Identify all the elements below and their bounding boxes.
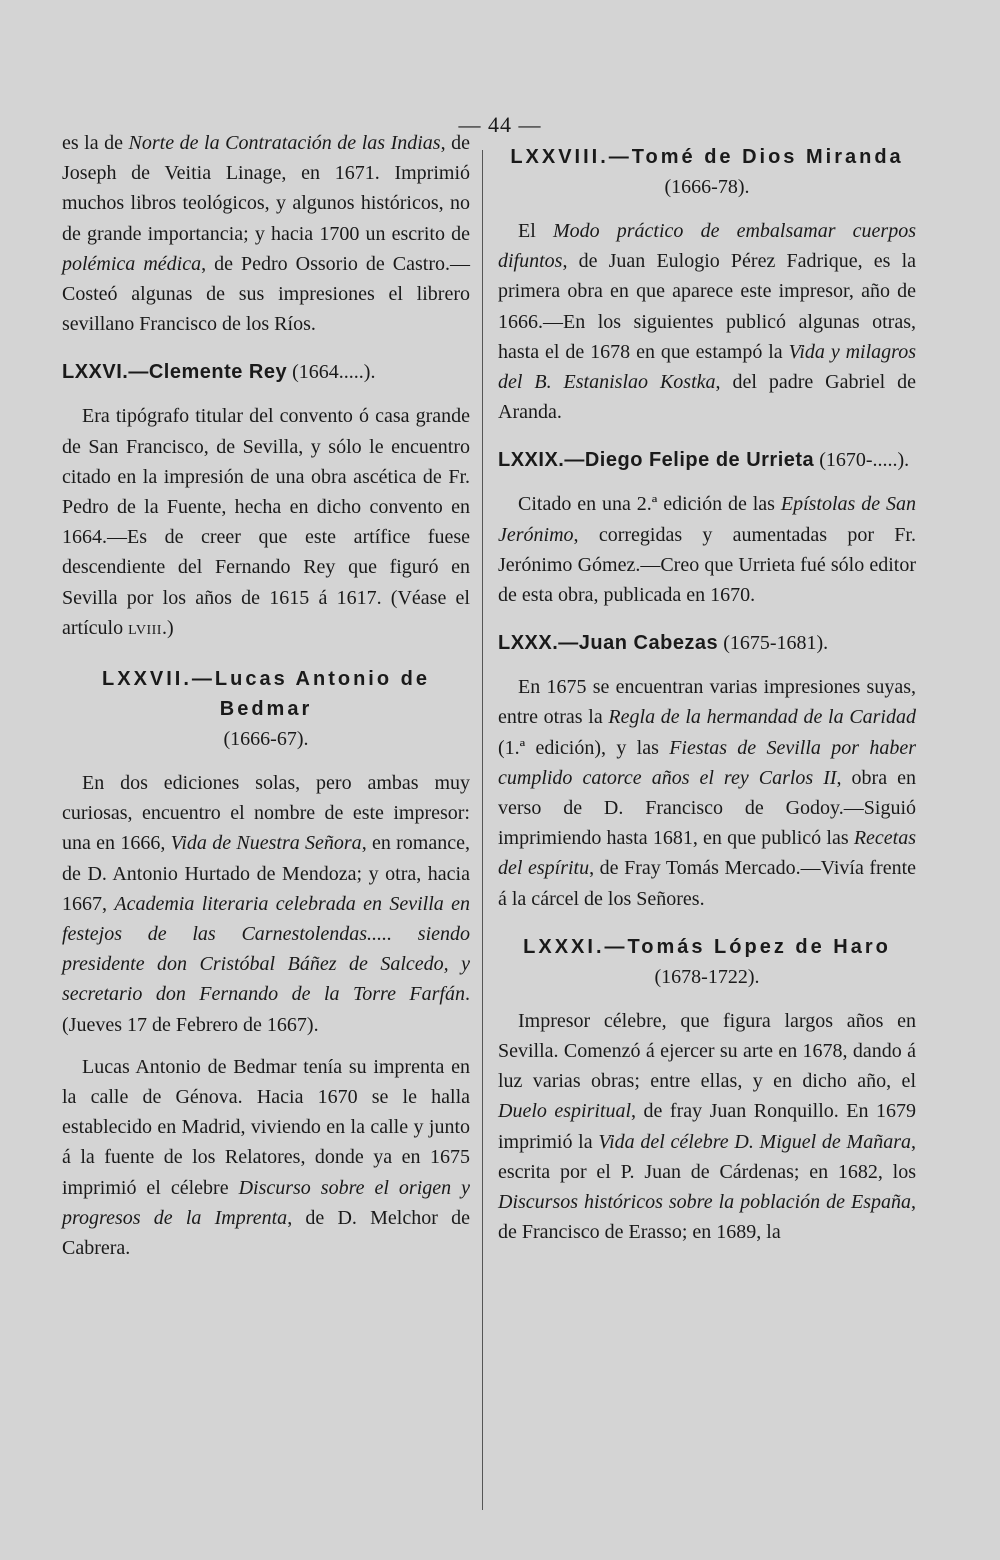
text-run: Impresor célebre, que figura largos años en Sevilla. Comenzó á ejercer su arte en 1678, dando á luz varias obras; entre ellas, y en dicho año, el [498, 1009, 916, 1093]
entry-body-lxxx [498, 672, 916, 914]
entry-body-lxxix [498, 489, 916, 610]
entry-body-lxxvii [62, 768, 470, 1040]
text-run: , corregidas y aumentadas por Fr. Jerónimo Gómez.—Creo que Urrieta fué sólo editor de esta obra, publicada en 1670. [498, 523, 916, 607]
entry-name: LXXX.—Juan Cabezas [498, 632, 719, 655]
entry-heading-lxxx [498, 628, 916, 658]
text-run: , de Joseph de Veitia Linage, en 1671. Imprimió muchos libros teológicos, y algunos históricos, no de grande importancia; y hacia 1700 un escrito de [62, 132, 470, 245]
book-title: polémica médica [62, 252, 202, 275]
entry-body-lxxviii [498, 216, 916, 427]
text-run: , escrita por el P. Juan de Cárdenas; en 1682, los [498, 1130, 916, 1183]
text-run: es la de [62, 132, 129, 154]
entry-years: (1675-1681). [718, 632, 829, 655]
book-title: Duelo espiritual [498, 1100, 632, 1123]
text-run: . (Jueves 17 de Febrero de 1667). [62, 983, 470, 1036]
book-title: Academia literaria celebrada en Sevilla en festejos de las Carnestolendas..... siendo presidente don Cristóbal Báñez de Salcedo, y secretario don Fernando de la Torre Farfán [62, 892, 470, 1006]
entry-body-lxxvi [62, 401, 470, 646]
text-run: , del padre Gabriel de Aranda. [498, 371, 916, 424]
text-run: Era tipógrafo titular del convento ó casa grande de San Francisco, de Sevilla, y sólo le encuentro citado en la impresión de una obra ascética de Fr. Pedro de la Fuente, hecha en dicho convento en 1664.—Es de creer que este artífice fuese descendiente del Fernando Rey que figuró en Sevilla por los años de 1615 á 1617. (Véase el artículo [62, 405, 470, 639]
entry-heading-lxxvii [62, 664, 470, 754]
entry-name: LXXVI.—Clemente Rey [62, 361, 288, 384]
entry-heading-lxxxi [498, 932, 916, 992]
entry-heading-lxxviii [498, 142, 916, 202]
text-run: , obra en verso de D. Francisco de Godoy.—Siguió imprimiendo hasta 1681, en que publicó las [498, 766, 916, 850]
entry-heading-lxxix [498, 445, 916, 475]
book-title: Epístolas de San Jerónimo [498, 493, 916, 546]
entry-name: LXXIX.—Diego Felipe de Urrieta [498, 449, 815, 472]
entry-body-lxxxi [498, 1006, 916, 1248]
entry-name: LXXVIII.—Tomé de Dios Miranda [510, 146, 904, 168]
book-title: Fiestas de Sevilla por haber cumplido catorce años el rey Carlos II [498, 736, 916, 789]
text-run: En dos ediciones solas, pero ambas muy curiosas, encuentro el nombre de este impresor: una en 1666, [62, 772, 470, 855]
right-column [498, 128, 916, 1259]
left-column [62, 128, 470, 1275]
entry-years: (1670-.....). [814, 449, 910, 472]
page-number: — 44 — [458, 112, 542, 137]
entry-body-lxxvii-cont [62, 1052, 470, 1263]
cross-reference: LVIII [128, 622, 162, 638]
book-title: Vida y milagros del B. Estanislao Kostka [498, 340, 916, 394]
entry-years: (1678-1722). [654, 965, 760, 988]
entry-years: (1666-67). [223, 728, 309, 751]
paragraph-continuation [62, 128, 470, 339]
text-run: , de Fray Tomás Mercado.—Vivía frente á la cárcel de los Señores. [498, 857, 917, 910]
book-title: Discursos históricos sobre la población de España [498, 1191, 911, 1214]
entry-name: LXXVII.—Lucas Antonio de Bedmar [102, 668, 430, 721]
book-title: Recetas del espíritu [498, 827, 916, 880]
text-run: , de Juan Eulogio Pérez Fadrique, es la primera obra en que aparece este impresor, año de 1666.—En los siguientes publicó algunas otras, hasta el de 1678 en que estampó la [498, 250, 916, 363]
text-run: , de Pedro Ossorio de Castro.—Costeó algunas de sus impresiones el librero sevillano Francisco de los Ríos. [62, 252, 470, 336]
book-title: Regla de la hermandad de la Caridad [608, 706, 916, 729]
entry-heading-lxxvi [62, 357, 470, 387]
text-run: , de fray Juan Ronquillo. En 1679 imprimió la [498, 1100, 916, 1153]
text-run: , de Francisco de Erasso; en 1689, la [498, 1191, 916, 1244]
book-title: Discurso sobre el origen y progresos de la Imprenta [62, 1176, 470, 1229]
entry-years: (1666-78). [664, 176, 750, 198]
text-run: Lucas Antonio de Bedmar tenía su imprenta en la calle de Génova. Hacia 1670 se le halla establecido en Madrid, viviendo en la calle y junto á la fuente de los Relatores, donde ya en 1675 imprimió el célebre [62, 1055, 470, 1199]
text-run: Citado en una 2.ª edición de las [518, 493, 781, 516]
entry-years: (1664.....). [287, 361, 376, 384]
book-title: Vida del célebre D. Miguel de Mañara [598, 1130, 911, 1153]
book-title: Norte de la Contratación de las Indias [128, 132, 441, 154]
book-title: Vida de Nuestra Señora [170, 832, 362, 855]
text-run: , de D. Melchor de Cabrera. [62, 1206, 470, 1260]
text-run: , en romance, de D. Antonio Hurtado de Mendoza; y otra, hacia 1667, [62, 832, 470, 915]
text-run: El [518, 220, 553, 242]
book-title: Modo práctico de embalsamar cuerpos difuntos [498, 220, 916, 273]
text-run: .) [161, 616, 174, 639]
text-run: En 1675 se encuentran varias impresiones suyas, entre otras la [498, 676, 916, 729]
column-divider [482, 150, 483, 1510]
text-run: (1.ª edición), y las [498, 736, 670, 759]
entry-name: LXXXI.—Tomás López de Haro [523, 935, 891, 958]
